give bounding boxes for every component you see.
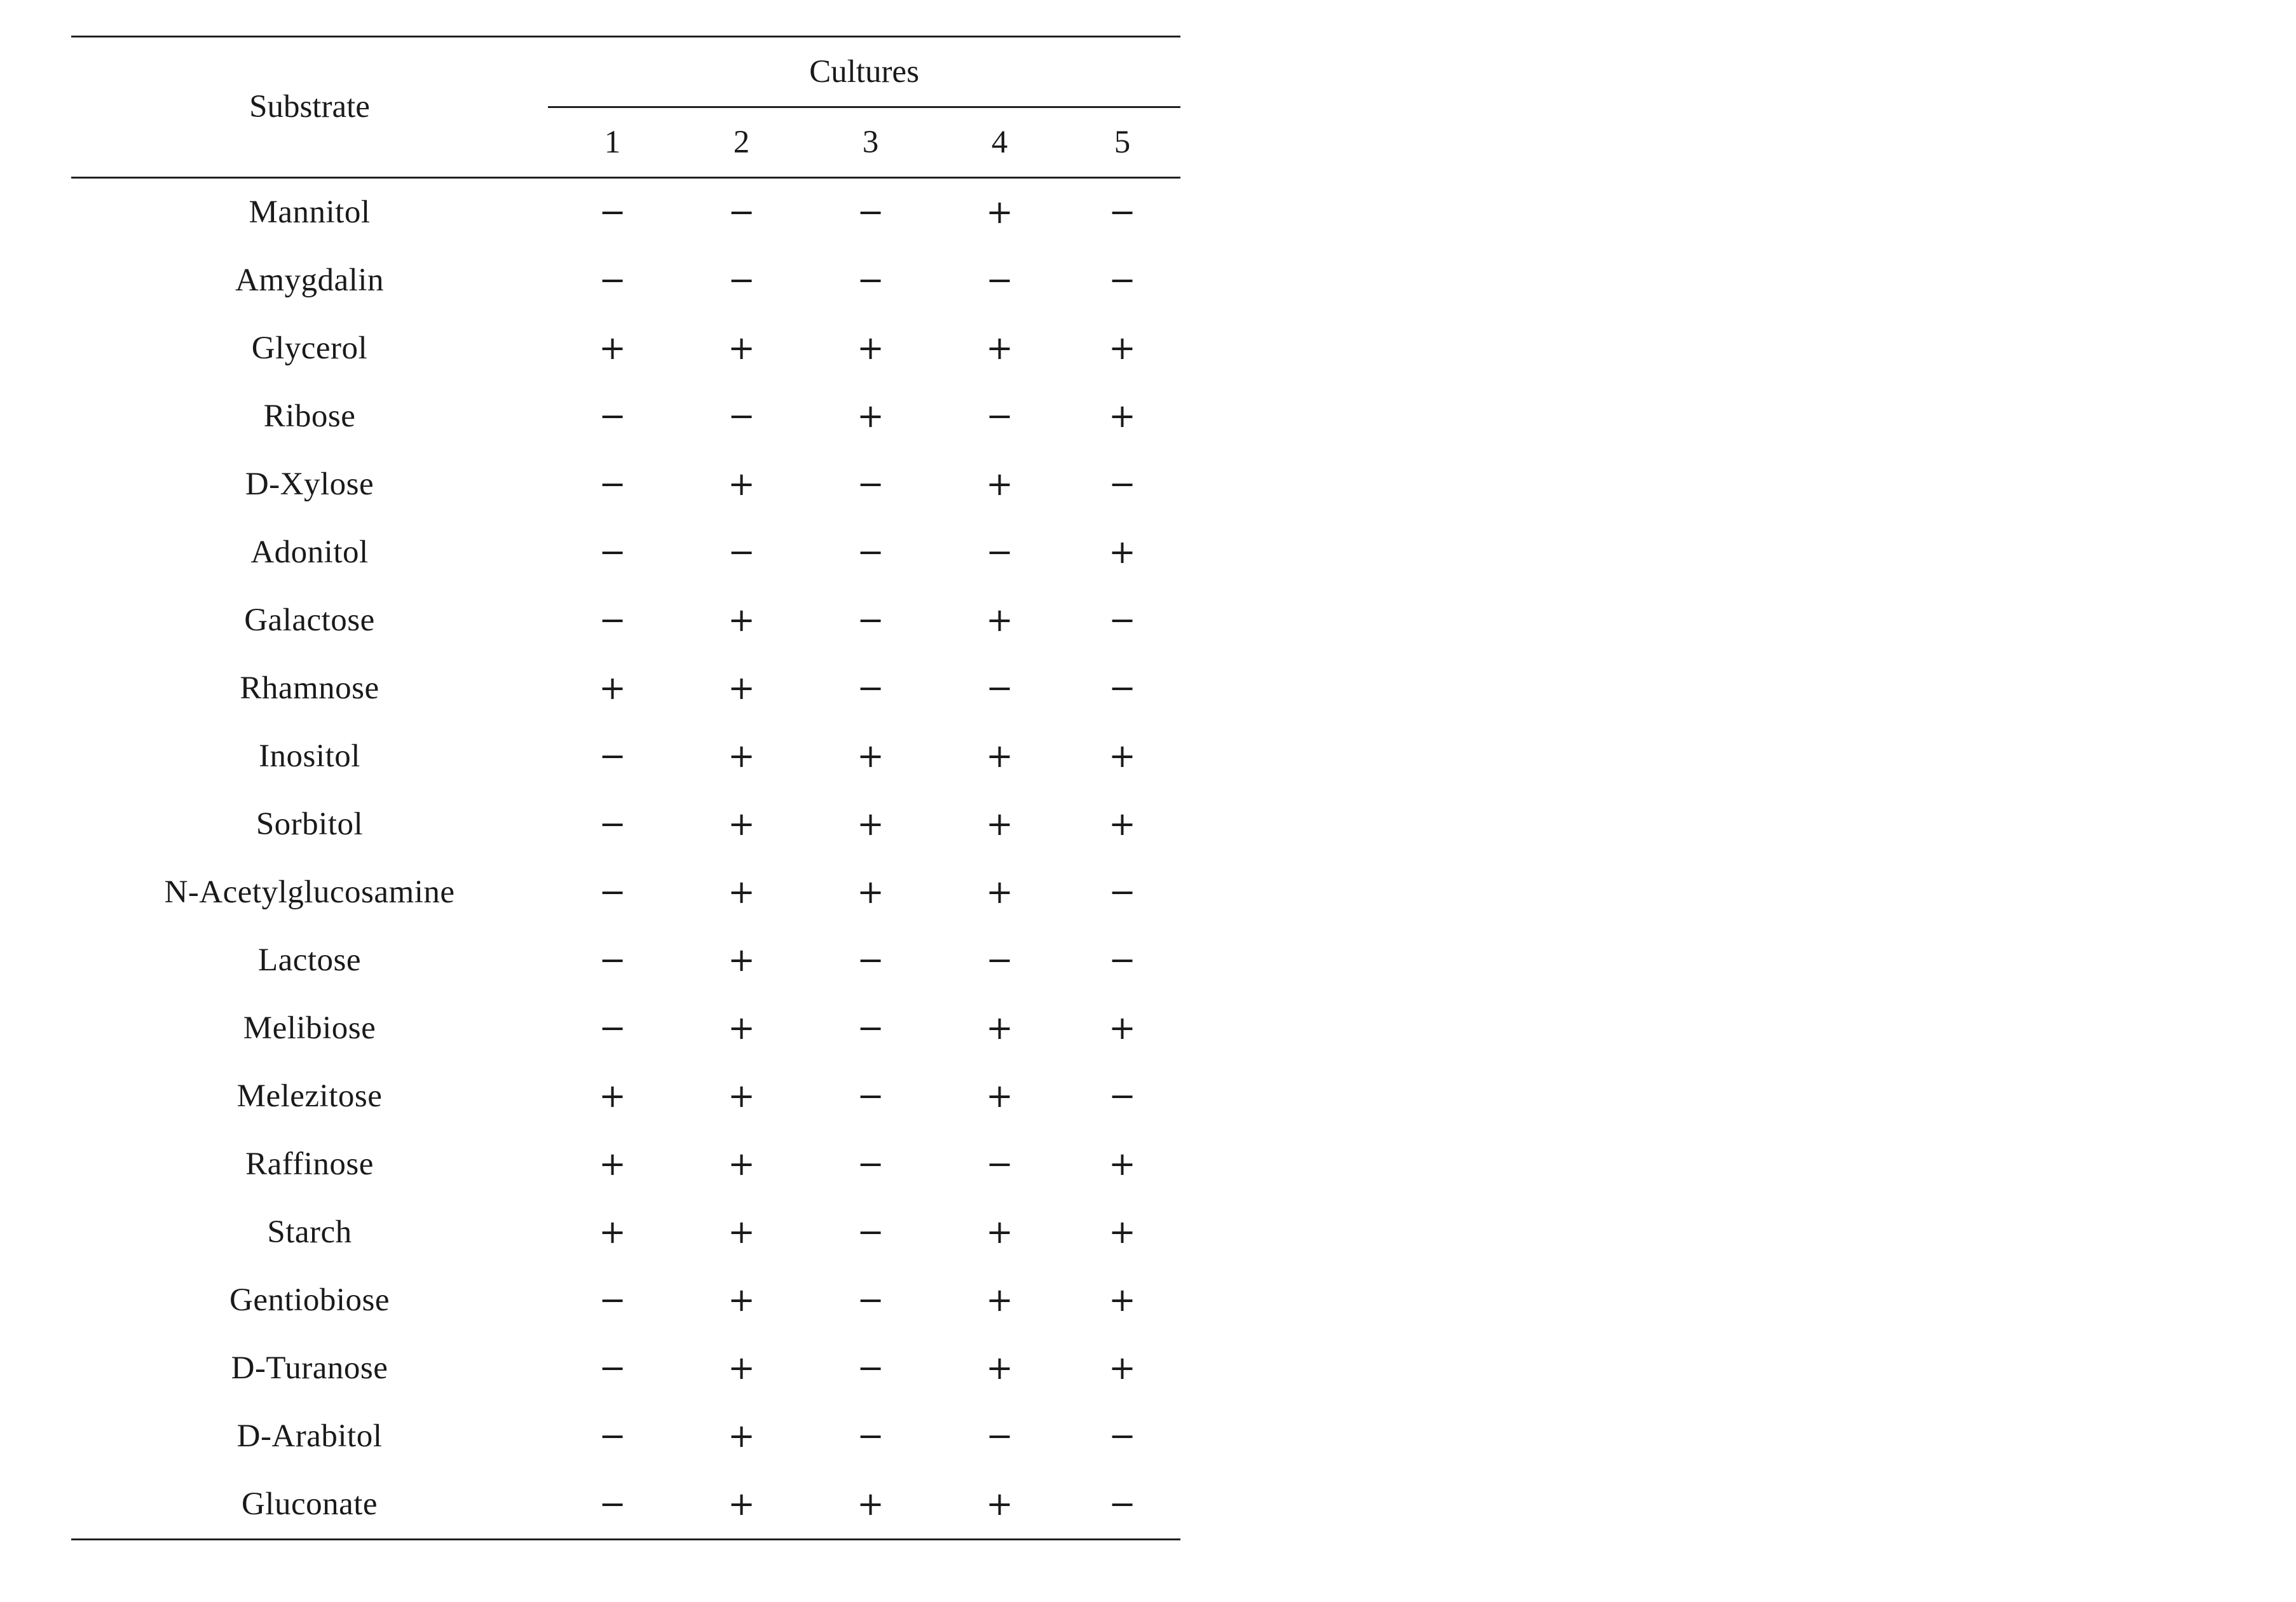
culture-result-cell: − bbox=[986, 534, 1013, 571]
culture-result-cell: + bbox=[986, 738, 1013, 775]
culture-result-cell: + bbox=[986, 194, 1013, 231]
culture-result-cell: + bbox=[728, 1010, 755, 1047]
substrate-name-cell: Amygdalin bbox=[235, 262, 384, 298]
substrate-name-cell: Mannitol bbox=[249, 194, 371, 230]
culture-result-cell: + bbox=[986, 1282, 1013, 1319]
table-row bbox=[71, 723, 1180, 791]
culture-result-cell: − bbox=[857, 194, 884, 231]
substrate-name-cell: Starch bbox=[267, 1214, 352, 1250]
culture-column-header: 3 bbox=[806, 107, 935, 178]
culture-result-cell: + bbox=[986, 1078, 1013, 1115]
culture-result-cell: − bbox=[857, 670, 884, 707]
substrate-utilization-table bbox=[71, 36, 1180, 1540]
table-row bbox=[71, 1266, 1180, 1334]
culture-result-cell: + bbox=[1109, 1282, 1136, 1319]
culture-result-cell: + bbox=[1109, 330, 1136, 367]
culture-result-cell: + bbox=[857, 874, 884, 911]
culture-result-cell: − bbox=[1109, 942, 1136, 979]
culture-result-cell: − bbox=[599, 1282, 626, 1319]
culture-result-cell: + bbox=[1109, 806, 1136, 843]
culture-result-cell: − bbox=[548, 1470, 677, 1540]
culture-result-cell: + bbox=[728, 942, 755, 979]
substrate-name-cell: Gentiobiose bbox=[229, 1282, 390, 1318]
culture-result-cell: + bbox=[806, 1470, 935, 1540]
substrate-name-cell: Inositol bbox=[259, 738, 360, 774]
culture-result-cell: − bbox=[599, 806, 626, 843]
substrate-name-cell: Glycerol bbox=[251, 330, 368, 366]
culture-result-cell: + bbox=[986, 1214, 1013, 1251]
table-row bbox=[71, 655, 1180, 723]
substrate-name-cell: Gluconate bbox=[71, 1470, 548, 1540]
culture-result-cell: + bbox=[677, 1470, 806, 1540]
culture-result-cell: − bbox=[1109, 262, 1136, 299]
culture-result-cell: + bbox=[599, 1214, 626, 1251]
culture-result-cell: − bbox=[986, 942, 1013, 979]
culture-result-cell: + bbox=[935, 1470, 1064, 1540]
culture-result-cell: − bbox=[857, 1078, 884, 1115]
table-row bbox=[71, 451, 1180, 519]
culture-column-header: 5 bbox=[1064, 107, 1180, 178]
substrate-name-cell: D-Xylose bbox=[245, 466, 374, 502]
culture-result-cell: − bbox=[1109, 602, 1136, 639]
culture-result-cell: + bbox=[599, 330, 626, 367]
culture-result-cell: − bbox=[599, 534, 626, 571]
culture-result-cell: − bbox=[1109, 874, 1136, 911]
culture-result-cell: − bbox=[857, 602, 884, 639]
culture-result-cell: + bbox=[728, 1214, 755, 1251]
table-row bbox=[71, 1334, 1180, 1402]
cultures-group-header: Cultures bbox=[548, 37, 1180, 107]
culture-result-cell: + bbox=[986, 466, 1013, 503]
culture-result-cell: + bbox=[1109, 1010, 1136, 1047]
culture-result-cell: − bbox=[599, 194, 626, 231]
culture-result-cell: + bbox=[728, 330, 755, 367]
table-row bbox=[71, 791, 1180, 859]
culture-result-cell: + bbox=[986, 806, 1013, 843]
culture-result-cell: + bbox=[1109, 398, 1136, 435]
culture-result-cell: + bbox=[1109, 534, 1136, 571]
culture-result-cell: + bbox=[1109, 1350, 1136, 1387]
culture-column-header: 2 bbox=[677, 107, 806, 178]
culture-result-cell: − bbox=[857, 1214, 884, 1251]
culture-result-cell: − bbox=[599, 466, 626, 503]
header-row-group bbox=[71, 37, 1180, 107]
culture-result-cell: − bbox=[599, 942, 626, 979]
culture-result-cell: + bbox=[1109, 738, 1136, 775]
substrate-name-cell: Ribose bbox=[263, 398, 356, 434]
culture-result-cell: + bbox=[986, 1010, 1013, 1047]
culture-result-cell: + bbox=[728, 1078, 755, 1115]
culture-result-cell: − bbox=[986, 1146, 1013, 1183]
culture-result-cell: + bbox=[728, 806, 755, 843]
culture-result-cell: + bbox=[986, 874, 1013, 911]
culture-result-cell: + bbox=[857, 738, 884, 775]
substrate-name-cell: Raffinose bbox=[245, 1146, 374, 1182]
culture-result-cell: − bbox=[599, 1350, 626, 1387]
table-row bbox=[71, 1402, 1180, 1470]
culture-result-cell: + bbox=[857, 806, 884, 843]
culture-result-cell: − bbox=[599, 398, 626, 435]
culture-result-cell: − bbox=[1109, 1078, 1136, 1115]
culture-result-cell: − bbox=[986, 398, 1013, 435]
table-row bbox=[71, 315, 1180, 383]
culture-result-cell: − bbox=[857, 262, 884, 299]
table-body bbox=[71, 178, 1180, 1540]
culture-result-cell: + bbox=[728, 602, 755, 639]
culture-result-cell: + bbox=[986, 330, 1013, 367]
substrate-name-cell: Galactose bbox=[244, 602, 375, 638]
culture-result-cell: − bbox=[857, 942, 884, 979]
culture-result-cell: + bbox=[857, 398, 884, 435]
culture-result-cell: − bbox=[857, 1282, 884, 1319]
culture-result-cell: − bbox=[857, 534, 884, 571]
culture-result-cell: − bbox=[599, 262, 626, 299]
substrate-name-cell: D-Turanose bbox=[231, 1350, 388, 1386]
substrate-column-header: Substrate bbox=[71, 37, 548, 178]
table-row bbox=[71, 1198, 1180, 1266]
culture-result-cell: + bbox=[599, 670, 626, 707]
culture-result-cell: + bbox=[728, 1146, 755, 1183]
table-row bbox=[71, 1130, 1180, 1198]
substrate-name-cell: Sorbitol bbox=[256, 806, 364, 842]
table-row bbox=[71, 859, 1180, 927]
culture-result-cell: − bbox=[728, 262, 755, 299]
culture-result-cell: − bbox=[728, 534, 755, 571]
table-row bbox=[71, 247, 1180, 315]
table-row bbox=[71, 383, 1180, 451]
culture-result-cell: − bbox=[1109, 466, 1136, 503]
culture-result-cell: + bbox=[986, 602, 1013, 639]
culture-result-cell: − bbox=[728, 194, 755, 231]
culture-result-cell: − bbox=[857, 1350, 884, 1387]
culture-result-cell: + bbox=[599, 1146, 626, 1183]
substrate-cultures-table-container bbox=[71, 36, 1180, 1540]
culture-result-cell: − bbox=[1109, 670, 1136, 707]
culture-result-cell: + bbox=[728, 1350, 755, 1387]
culture-result-cell: − bbox=[1064, 1470, 1180, 1540]
table-row bbox=[71, 994, 1180, 1062]
culture-result-cell: − bbox=[599, 1010, 626, 1047]
culture-result-cell: + bbox=[857, 330, 884, 367]
culture-result-cell: − bbox=[986, 1418, 1013, 1455]
culture-column-header: 4 bbox=[935, 107, 1064, 178]
culture-result-cell: − bbox=[599, 1418, 626, 1455]
culture-result-cell: − bbox=[986, 670, 1013, 707]
substrate-name-cell: D-Arabitol bbox=[236, 1418, 383, 1454]
culture-result-cell: + bbox=[728, 738, 755, 775]
substrate-name-cell: Adonitol bbox=[250, 534, 369, 570]
culture-result-cell: + bbox=[1109, 1146, 1136, 1183]
culture-result-cell: − bbox=[599, 738, 626, 775]
substrate-name-cell: Lactose bbox=[257, 942, 362, 978]
culture-result-cell: − bbox=[728, 398, 755, 435]
culture-result-cell: + bbox=[728, 1282, 755, 1319]
culture-result-cell: + bbox=[728, 466, 755, 503]
culture-result-cell: − bbox=[1109, 194, 1136, 231]
culture-result-cell: − bbox=[857, 466, 884, 503]
table-row bbox=[71, 519, 1180, 587]
culture-result-cell: + bbox=[986, 1350, 1013, 1387]
culture-result-cell: − bbox=[599, 602, 626, 639]
culture-result-cell: + bbox=[728, 670, 755, 707]
table-row bbox=[71, 587, 1180, 655]
culture-result-cell: − bbox=[857, 1146, 884, 1183]
culture-result-cell: + bbox=[1109, 1214, 1136, 1251]
culture-result-cell: + bbox=[728, 1418, 755, 1455]
culture-result-cell: − bbox=[857, 1418, 884, 1455]
table-row bbox=[71, 178, 1180, 247]
substrate-name-cell: Melibiose bbox=[243, 1010, 376, 1046]
culture-column-header: 1 bbox=[548, 107, 677, 178]
substrate-name-cell: Rhamnose bbox=[240, 670, 379, 706]
substrate-name-cell: Melezitose bbox=[236, 1078, 383, 1114]
table-header bbox=[71, 37, 1180, 178]
culture-result-cell: + bbox=[599, 1078, 626, 1115]
culture-result-cell: − bbox=[986, 262, 1013, 299]
substrate-name-cell: N-Acetylglucosamine bbox=[164, 874, 455, 910]
culture-result-cell: − bbox=[1109, 1418, 1136, 1455]
table-row bbox=[71, 1062, 1180, 1130]
table-row bbox=[71, 927, 1180, 994]
culture-result-cell: − bbox=[857, 1010, 884, 1047]
culture-result-cell: + bbox=[728, 874, 755, 911]
culture-result-cell: − bbox=[599, 874, 626, 911]
table-row bbox=[71, 1470, 1180, 1540]
